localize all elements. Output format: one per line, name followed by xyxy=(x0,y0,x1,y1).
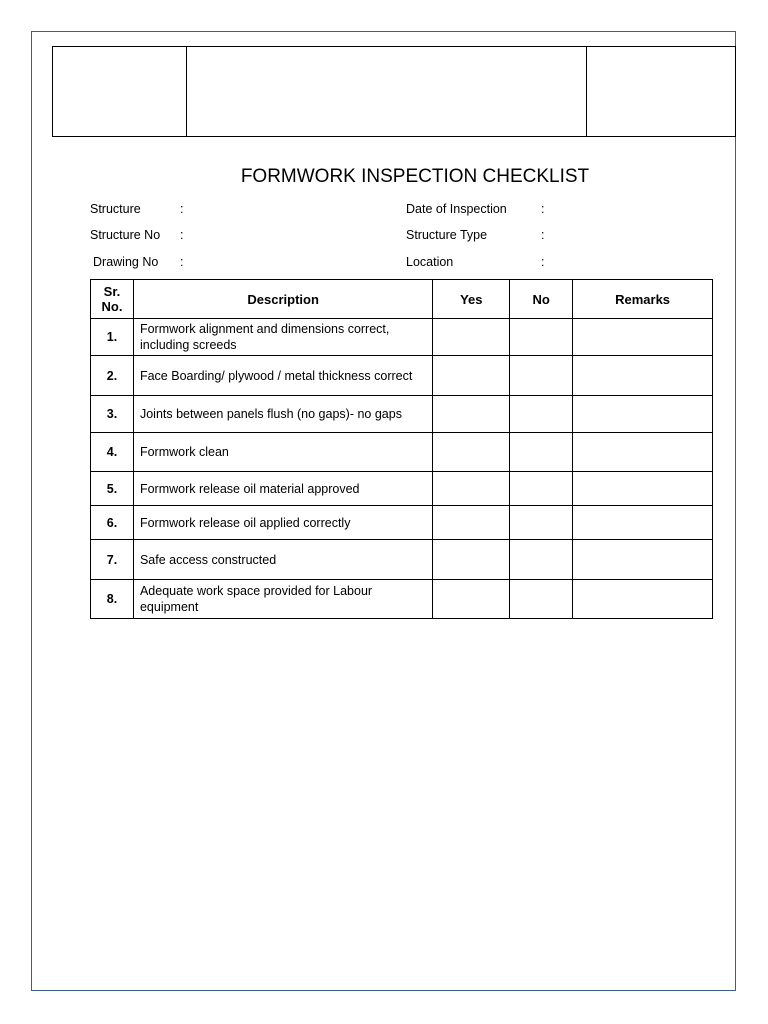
row-remarks-cell[interactable] xyxy=(573,540,713,580)
field-structure-colon: : xyxy=(180,202,184,216)
field-structure-label: Structure xyxy=(90,202,141,216)
row-yes-cell[interactable] xyxy=(433,433,510,472)
header-no: No xyxy=(510,280,573,319)
table-row xyxy=(91,433,713,472)
row-yes-cell[interactable] xyxy=(433,472,510,506)
field-structure-type-label: Structure Type xyxy=(406,228,488,242)
row-description: Joints between panels flush (no gaps)- no gaps xyxy=(133,396,432,433)
field-structure-no-colon: : xyxy=(180,228,184,242)
field-drawing-no-label: Drawing No xyxy=(93,255,159,269)
table-row xyxy=(91,506,713,540)
field-location-label: Location xyxy=(406,255,454,269)
row-description: Formwork release oil applied correctly xyxy=(133,506,432,540)
row-description: Adequate work space provided for Labour equipment xyxy=(133,580,432,619)
field-location-colon: : xyxy=(541,255,545,269)
row-remarks-cell[interactable] xyxy=(573,433,713,472)
row-description: Formwork clean xyxy=(133,433,432,472)
row-sr-no: 2. xyxy=(91,356,134,396)
table-row xyxy=(91,472,713,506)
row-sr-no: 6. xyxy=(91,506,134,540)
field-structure-no-label: Structure No xyxy=(90,228,161,242)
row-yes-cell[interactable] xyxy=(433,506,510,540)
row-no-cell[interactable] xyxy=(510,356,573,396)
header-title-cell xyxy=(187,47,587,136)
row-no-cell[interactable] xyxy=(510,506,573,540)
field-structure-type-colon: : xyxy=(541,228,545,242)
row-remarks-cell[interactable] xyxy=(573,356,713,396)
row-yes-cell[interactable] xyxy=(433,580,510,619)
row-no-cell[interactable] xyxy=(510,472,573,506)
row-yes-cell[interactable] xyxy=(433,540,510,580)
document-title: FORMWORK INSPECTION CHECKLIST xyxy=(240,166,590,187)
header-sr-no: Sr. No. xyxy=(91,280,134,319)
field-drawing-no-colon: : xyxy=(180,255,184,269)
header-info-cell xyxy=(587,47,735,136)
field-date-of-inspection-label: Date of Inspection xyxy=(406,202,507,216)
header-box xyxy=(52,46,736,137)
row-description: Safe access constructed xyxy=(133,540,432,580)
row-yes-cell[interactable] xyxy=(433,356,510,396)
row-sr-no: 7. xyxy=(91,540,134,580)
table-header-row xyxy=(91,280,713,319)
row-description: Face Boarding/ plywood / metal thickness correct xyxy=(133,356,432,396)
row-sr-no: 4. xyxy=(91,433,134,472)
table-row xyxy=(91,356,713,396)
row-sr-no: 5. xyxy=(91,472,134,506)
field-date-of-inspection-colon: : xyxy=(541,202,545,216)
row-remarks-cell[interactable] xyxy=(573,472,713,506)
row-remarks-cell[interactable] xyxy=(573,396,713,433)
inspection-checklist-table xyxy=(90,279,713,619)
row-sr-no: 8. xyxy=(91,580,134,619)
row-yes-cell[interactable] xyxy=(433,396,510,433)
row-sr-no: 3. xyxy=(91,396,134,433)
row-sr-no: 1. xyxy=(91,319,134,356)
header-remarks: Remarks xyxy=(573,280,713,319)
row-no-cell[interactable] xyxy=(510,540,573,580)
table-row xyxy=(91,540,713,580)
table-row xyxy=(91,319,713,356)
row-no-cell[interactable] xyxy=(510,396,573,433)
table-row xyxy=(91,396,713,433)
row-remarks-cell[interactable] xyxy=(573,506,713,540)
header-logo-cell xyxy=(53,47,187,136)
row-description: Formwork release oil material approved xyxy=(133,472,432,506)
header-description: Description xyxy=(133,280,432,319)
row-description: Formwork alignment and dimensions correct, including screeds xyxy=(133,319,432,356)
row-yes-cell[interactable] xyxy=(433,319,510,356)
row-remarks-cell[interactable] xyxy=(573,580,713,619)
table-row xyxy=(91,580,713,619)
row-no-cell[interactable] xyxy=(510,319,573,356)
header-yes: Yes xyxy=(433,280,510,319)
row-no-cell[interactable] xyxy=(510,433,573,472)
row-remarks-cell[interactable] xyxy=(573,319,713,356)
row-no-cell[interactable] xyxy=(510,580,573,619)
